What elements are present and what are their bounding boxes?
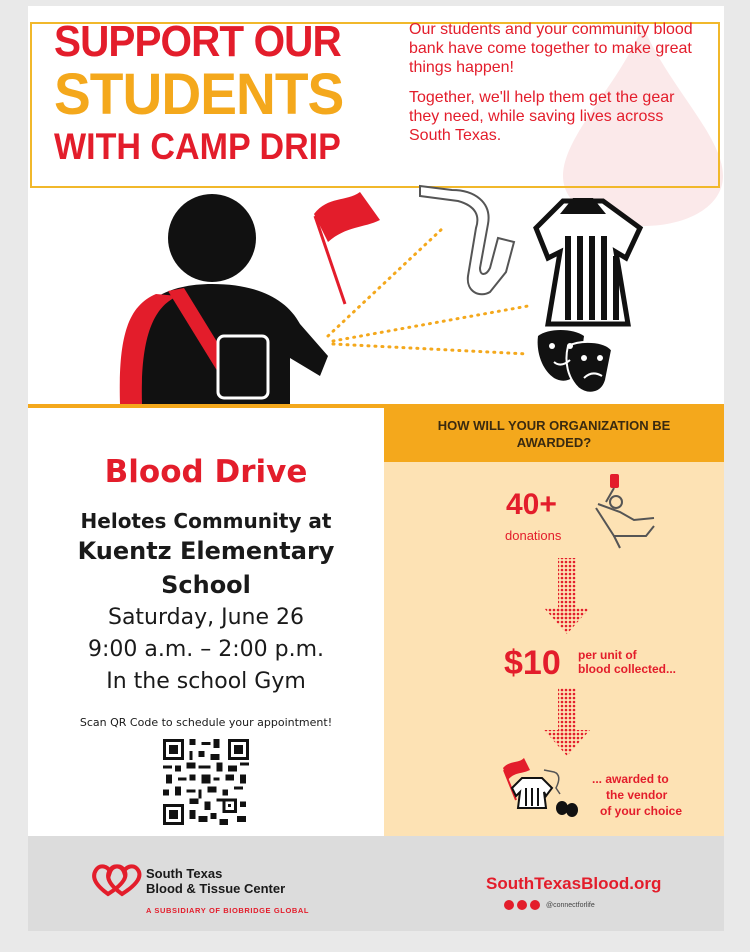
org-name-line1: South Texas	[146, 866, 223, 881]
facebook-icon[interactable]	[530, 900, 540, 910]
drive-title: Blood Drive	[104, 454, 308, 490]
social-handle: @connectforlife	[546, 901, 595, 909]
awarded-line-2: the vendor	[606, 788, 668, 802]
award-count-label: donations	[505, 528, 562, 543]
social-links	[504, 900, 595, 910]
drive-org: Helotes Community at	[80, 509, 332, 533]
org-name-line2: Blood & Tissue Center	[146, 881, 286, 896]
award-illustration	[384, 408, 724, 836]
headline-line3: WITH CAMP DRIP	[54, 126, 341, 167]
award-amount-label-1: per unit of	[578, 648, 637, 662]
awarded-line-1: ... awarded to	[592, 772, 669, 786]
awarded-line-3: of your choice	[600, 804, 683, 818]
flag-icon	[314, 192, 380, 304]
headline-line2: STUDENTS	[54, 62, 344, 127]
qr-code[interactable]	[163, 739, 249, 825]
flyer	[28, 6, 724, 931]
student-icon	[120, 194, 328, 404]
footer	[28, 836, 724, 931]
blood-donor-icon	[596, 474, 654, 548]
award-amount: $10	[504, 644, 561, 682]
twitter-icon[interactable]	[504, 900, 514, 910]
arrow-down-icon-2	[544, 688, 590, 756]
intro-paragraph-1: Our students and your community blood bank have come together to make great things happen!	[409, 21, 693, 76]
drive-time: 9:00 a.m. – 2:00 p.m.	[87, 637, 325, 662]
headline-line1: SUPPORT OUR	[54, 17, 341, 66]
org-subsidiary: A SUBSIDIARY OF BIOBRIDGE GLOBAL	[146, 906, 310, 915]
instagram-icon[interactable]	[517, 900, 527, 910]
award-count: 40+	[506, 488, 557, 521]
hearts-logo-icon	[90, 860, 146, 900]
award-heading-text: HOW WILL YOUR ORGANIZATION BE AWARDED?	[437, 418, 671, 450]
drive-school: Kuentz Elementary School	[77, 537, 335, 599]
award-section	[384, 408, 724, 836]
website-link[interactable]: SouthTexasBlood.org	[486, 874, 662, 893]
org-name	[146, 866, 285, 896]
hero-section	[28, 6, 724, 404]
arrow-down-icon-1	[544, 558, 590, 634]
drive-date: Saturday, June 26	[107, 605, 305, 630]
drama-masks-icon	[538, 330, 612, 393]
intro-paragraph-2: Together, we'll help them get the gear they need, while saving lives across South Texas.	[409, 89, 675, 144]
drive-location: In the school Gym	[106, 669, 306, 694]
blood-drive-section	[28, 408, 384, 836]
jersey-icon	[536, 198, 640, 324]
hero-illustration	[28, 6, 724, 404]
saxophone-icon	[420, 186, 514, 294]
qr-note: Scan QR Code to schedule your appointment!	[79, 716, 333, 729]
gear-cluster-icon	[503, 758, 578, 817]
award-amount-label-2: blood collected...	[578, 662, 677, 676]
